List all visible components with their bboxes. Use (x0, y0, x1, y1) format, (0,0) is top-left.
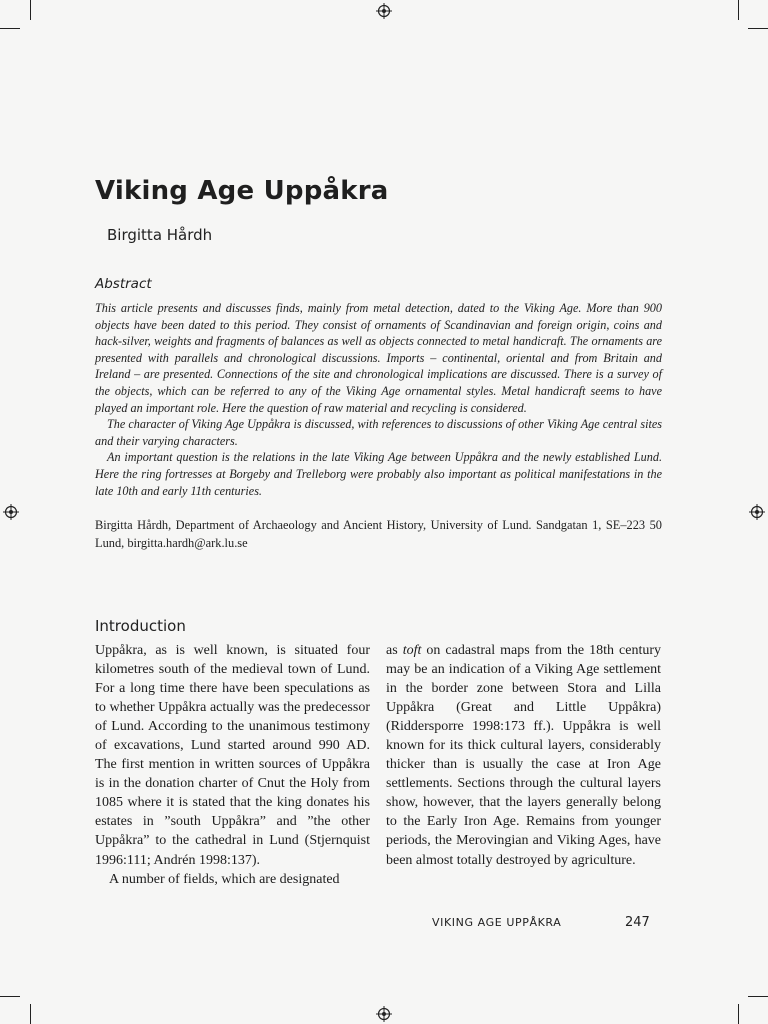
abstract-paragraph: This article presents and discusses finds, mainly from metal detection, dated to the Viking Age. More than 900 objects have been dated to this period. They consist of ornaments of Scandinavian and foreign origin, coins and hack-silver, weights and fragments of balances as well as objects connected to metal handicraft. The ornaments are presented with parallels and chronological discussions. Imports – continental, oriental and from Britain and Ireland – are presented. Connections of the site and chronological implications are discussed. There is a survey of the objects, which can be referred to any of the Viking Age ornamental styles. Metal handicraft seems to have played an important role. Here the question of raw material and recycling is considered. (95, 301, 662, 415)
body-column-left (95, 641, 370, 889)
body-paragraph: A number of fields, which are designated (109, 871, 340, 887)
registration-mark-icon (749, 504, 765, 520)
page-number: 247 (625, 915, 650, 930)
registration-mark-icon (376, 3, 392, 19)
crop-mark (738, 1004, 739, 1024)
italic-term: toft (402, 643, 422, 658)
section-heading-introduction: Introduction (95, 617, 186, 635)
crop-mark (748, 28, 768, 29)
author-affiliation: Birgitta Hårdh, Department of Archaeology and Ancient History, University of Lund. Sandgatan 1, SE–223 50 Lund, birgitta.hardh@ark.lu.se (95, 518, 662, 550)
crop-mark (0, 996, 20, 997)
author-name: Birgitta Hårdh (107, 226, 213, 244)
registration-mark-icon (376, 1006, 392, 1022)
article-title: Viking Age Uppåkra (95, 176, 389, 206)
registration-mark-icon (3, 504, 19, 520)
abstract-heading: Abstract (95, 276, 152, 292)
abstract-body (95, 300, 662, 499)
body-column-right (386, 641, 661, 870)
body-text: on cadastral maps from the 18th century may be an indication of a Viking Age settlement in the border zone between Stora and Lilla Uppåkra (Great and Little Uppåkra) (Riddersporre 1998:173 ff.). Uppåkra is well known for its thick cultural layers, considerably thicker than is usually the case at Iron Age settlements. Sections through the cultural layers show, however, that the layers generally belong to the Early Iron Age. Remains from younger periods, the Merovingian and Viking Ages, have been almost totally destroyed by agriculture. (386, 643, 661, 868)
abstract-paragraph: An important question is the relations in the late Viking Age between Uppåkra and the newly established Lund. Here the ring fortresses at Borgeby and Trelleborg were probably also important as political manifestations in the late 10th and early 11th centuries. (95, 450, 662, 498)
crop-mark (738, 0, 739, 20)
crop-mark (0, 28, 20, 29)
abstract-paragraph: The character of Viking Age Uppåkra is discussed, with references to discussions of other Viking Age central sites and their varying characters. (95, 417, 662, 448)
body-paragraph: Uppåkra, as is well known, is situated four kilometres south of the medieval town of Lund. For a long time there have been speculations as to whether Uppåkra actually was the predecessor of Lund. According to the unanimous testimony of excavations, Lund started around 990 AD. The first mention in written sources of Uppåkra is in the donation charter of Cnut the Holy from 1085 where it is stated that the king donates his estates in ”south Uppåkra” and ”the other Uppåkra” to the cathedral in Lund (Stjernquist 1996:111; Andrén 1998:137). (95, 643, 370, 868)
body-paragraph (386, 641, 661, 870)
crop-mark (30, 0, 31, 20)
crop-mark (30, 1004, 31, 1024)
crop-mark (748, 996, 768, 997)
running-head: VIKING AGE UPPÅKRA (432, 916, 562, 929)
body-text: as (386, 643, 403, 658)
